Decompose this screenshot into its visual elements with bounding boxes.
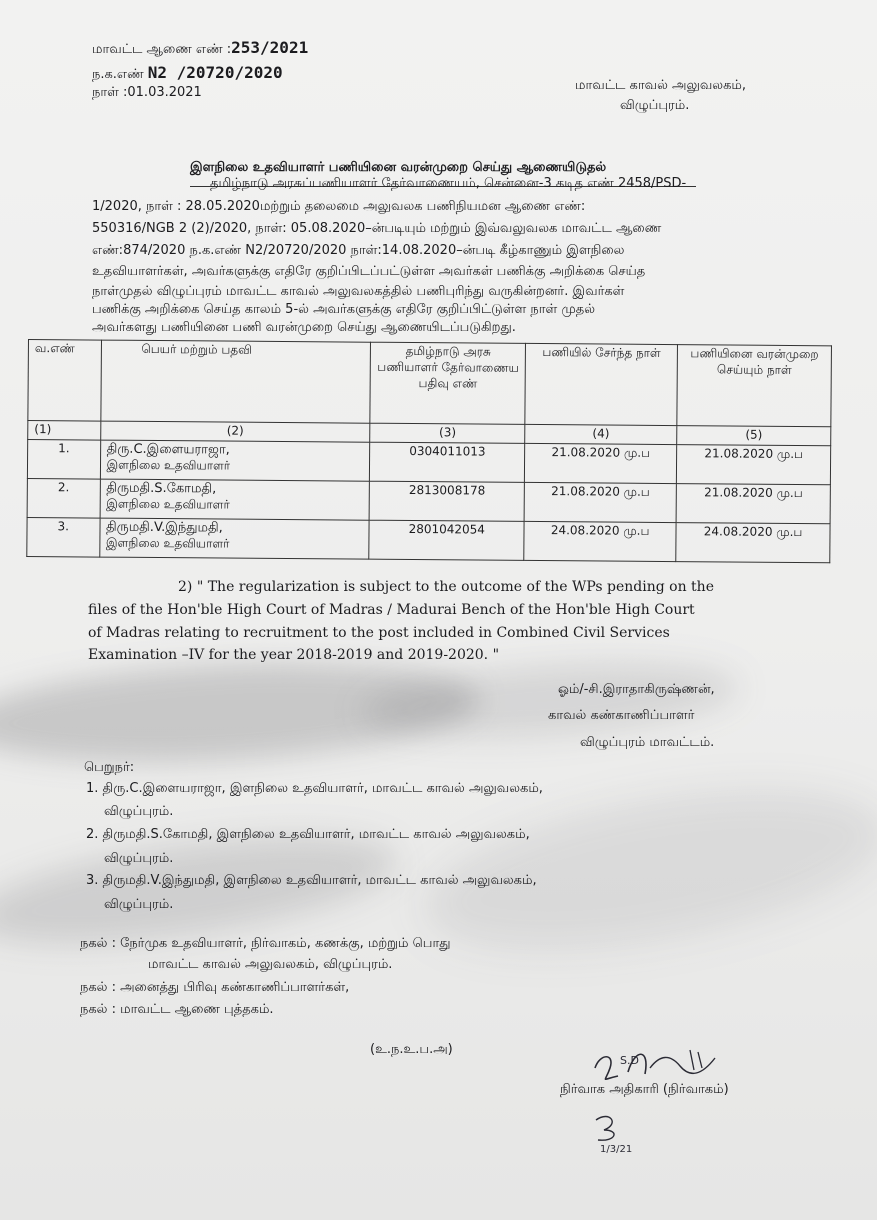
column-number: (1) <box>28 421 101 441</box>
staff-table <box>26 339 832 563</box>
staff-name: திருமதி.S.கோமதி, <box>106 480 217 497</box>
recipient-number: 3. <box>86 873 99 888</box>
signatory-name: ஓம்/-சி.இராதாகிருஷ்ணன், <box>558 682 715 697</box>
signature-initials: S.D <box>620 1054 639 1067</box>
name-designation <box>100 440 370 481</box>
column-number: (5) <box>677 426 831 446</box>
copy-entry <box>80 980 349 996</box>
joining-date: 24.08.2020 மு.ப <box>524 521 676 561</box>
name-designation <box>100 479 370 520</box>
photocopy-smudge <box>358 652 742 748</box>
staff-designation: இளநிலை உதவியாளர் <box>106 496 230 512</box>
body-line: தமிழ்நாடு அரசுப்பணியாளர் தேர்வாணையம், சென்னை-3 கடித எண் 2458/PSD- <box>210 176 687 191</box>
registration-number: 2813008178 <box>369 481 524 521</box>
column-number: (3) <box>370 423 525 443</box>
recipient-place: விழுப்புரம். <box>104 851 174 866</box>
staff-name: திருமதி.V.இந்துமதி, <box>105 519 223 536</box>
column-number: (4) <box>525 424 677 444</box>
table-row <box>27 478 830 523</box>
column-header: தமிழ்நாடு அரசு பணியாளர் தேர்வாணைய பதிவு எண் <box>370 342 525 424</box>
column-number: (2) <box>100 421 370 442</box>
body-line: உதவியாளர்கள், அவர்களுக்கு எதிரே குறிப்பிடப்பட்டுள்ள அவர்கள் பணிக்கு அறிக்கை செய்த <box>92 264 646 279</box>
office-name: மாவட்ட காவல் அலுவலகம், <box>575 78 746 93</box>
recipient-text: திருமதி.V.இந்துமதி, இளநிலை உதவியாளர், மாவட்ட காவல் அலுவலகம், <box>102 873 537 888</box>
signatory-designation: காவல் கண்காணிப்பாளர் <box>548 708 695 723</box>
recipients-label: பெறுநர்: <box>84 760 135 775</box>
column-header: வ.எண் <box>28 340 101 422</box>
name-designation <box>99 518 369 559</box>
copy-entry <box>80 1002 274 1018</box>
table-row <box>27 517 830 562</box>
copy-entry <box>80 936 451 952</box>
photocopy-smudge <box>0 651 482 773</box>
table-row <box>27 440 830 485</box>
file-number: ந.க.எண் N2 /20720/2020 <box>92 63 283 82</box>
copy-label: நகல் : <box>80 980 116 995</box>
copy-text: நேர்முக உதவியாளர், நிர்வாகம், கணக்கு, மற்றும் பொது <box>120 936 451 951</box>
recipient-item <box>86 873 537 889</box>
body-line: 550316/NGB 2 (2)/2020, நாள்: 05.08.2020–ன்படியும் மற்றும் இவ்வலுவலக மாவட்ட ஆணை <box>92 221 662 236</box>
forwarded-by: (உ.ந.உ.ப.அ) <box>370 1042 453 1057</box>
handwritten-initials <box>590 1110 640 1156</box>
body-line: அவர்களது பணியினை பணி வரன்முறை செய்து ஆணையிடப்படுகிறது. <box>92 320 516 335</box>
table-header-row <box>28 340 832 427</box>
serial-number: 1. <box>27 440 100 480</box>
column-header: பணியில் சேர்ந்த நாள் <box>525 343 678 425</box>
order-number: மாவட்ட ஆணை எண் :253/2021 <box>92 38 309 57</box>
copy-text: மாவட்ட ஆணை புத்தகம். <box>120 1002 274 1017</box>
body-line: நாள்முதல் விழுப்புரம் மாவட்ட காவல் அலுவலகத்தில் பணிபுரிந்து வருகின்றனர். இவர்கள் <box>92 284 625 299</box>
recipient-place: விழுப்புரம். <box>104 897 174 912</box>
serial-number: 3. <box>27 517 100 557</box>
signatory-district: விழுப்புரம் மாவட்டம். <box>580 735 715 750</box>
staff-designation: இளநிலை உதவியாளர் <box>106 457 231 473</box>
note-line: files of the Hon'ble High Court of Madras / Madurai Bench of the Hon'ble High Court <box>88 602 695 618</box>
joining-date: 21.08.2020 மு.ப <box>524 482 676 522</box>
column-header: பணியினை வரன்முறை செய்யும் நாள் <box>677 345 831 427</box>
copy-text-continued: மாவட்ட காவல் அலுவலகம், விழுப்புரம். <box>148 957 393 972</box>
note-line: 2) " The regularization is subject to the outcome of the WPs pending on the <box>178 579 714 595</box>
staff-designation: இளநிலை உதவியாளர் <box>105 535 230 551</box>
column-header: பெயர் மற்றும் பதவி <box>100 340 371 423</box>
handwritten-signature <box>590 1038 740 1088</box>
copy-text: அனைத்து பிரிவு கண்காணிப்பாளர்கள், <box>120 980 350 995</box>
body-line: பணிக்கு அறிக்கை செய்த காலம் 5-ல் அவர்களுக்கு எதிரே குறிப்பிட்டுள்ள நாள் முதல் <box>92 302 596 317</box>
joining-date: 21.08.2020 மு.ப <box>525 443 677 483</box>
recipient-item <box>86 781 543 797</box>
regularization-date: 21.08.2020 மு.ப <box>677 445 831 485</box>
recipient-text: திரு.C.இளையராஜா, இளநிலை உதவியாளர், மாவட்ட காவல் அலுவலகம், <box>102 781 543 796</box>
note-line: of Madras relating to recruitment to the post included in Combined Civil Services <box>88 625 670 641</box>
officer-designation: நிர்வாக அதிகாரி (நிர்வாகம்) <box>560 1082 729 1097</box>
regularization-date: 21.08.2020 மு.ப <box>676 484 830 524</box>
document-title: இளநிலை உதவியாளர் பணியினை வரன்முறை செய்து ஆணையிடுதல் <box>190 160 607 175</box>
copy-label: நகல் : <box>80 936 116 951</box>
order-date: நாள் :01.03.2021 <box>92 85 202 100</box>
recipient-text: திருமதி.S.கோமதி, இளநிலை உதவியாளர், மாவட்ட காவல் அலுவலகம், <box>102 827 530 842</box>
serial-number: 2. <box>27 478 100 518</box>
office-place: விழுப்புரம். <box>620 98 690 113</box>
recipient-number: 1. <box>86 781 99 796</box>
regularization-date: 24.08.2020 மு.ப <box>676 523 830 563</box>
note-line: Examination –IV for the year 2018-2019 and 2019-2020. " <box>88 647 500 663</box>
recipient-number: 2. <box>86 827 99 842</box>
body-line: 1/2020, நாள் : 28.05.2020மற்றும் தலைமை அலுவலக பணிநியமன ஆணை எண்: <box>92 199 586 214</box>
registration-number: 2801042054 <box>369 520 524 560</box>
copy-label: நகல் : <box>80 1002 116 1017</box>
body-line: எண்:874/2020 ந.க.எண் N2/20720/2020 நாள்:14.08.2020–ன்படி கீழ்காணும் இளநிலை <box>92 243 625 258</box>
recipient-item <box>86 827 530 843</box>
registration-number: 0304011013 <box>370 442 525 482</box>
staff-name: திரு.C.இளையராஜா, <box>106 441 230 458</box>
initials-date: 1/3/21 <box>600 1144 633 1155</box>
recipient-place: விழுப்புரம். <box>104 804 174 819</box>
